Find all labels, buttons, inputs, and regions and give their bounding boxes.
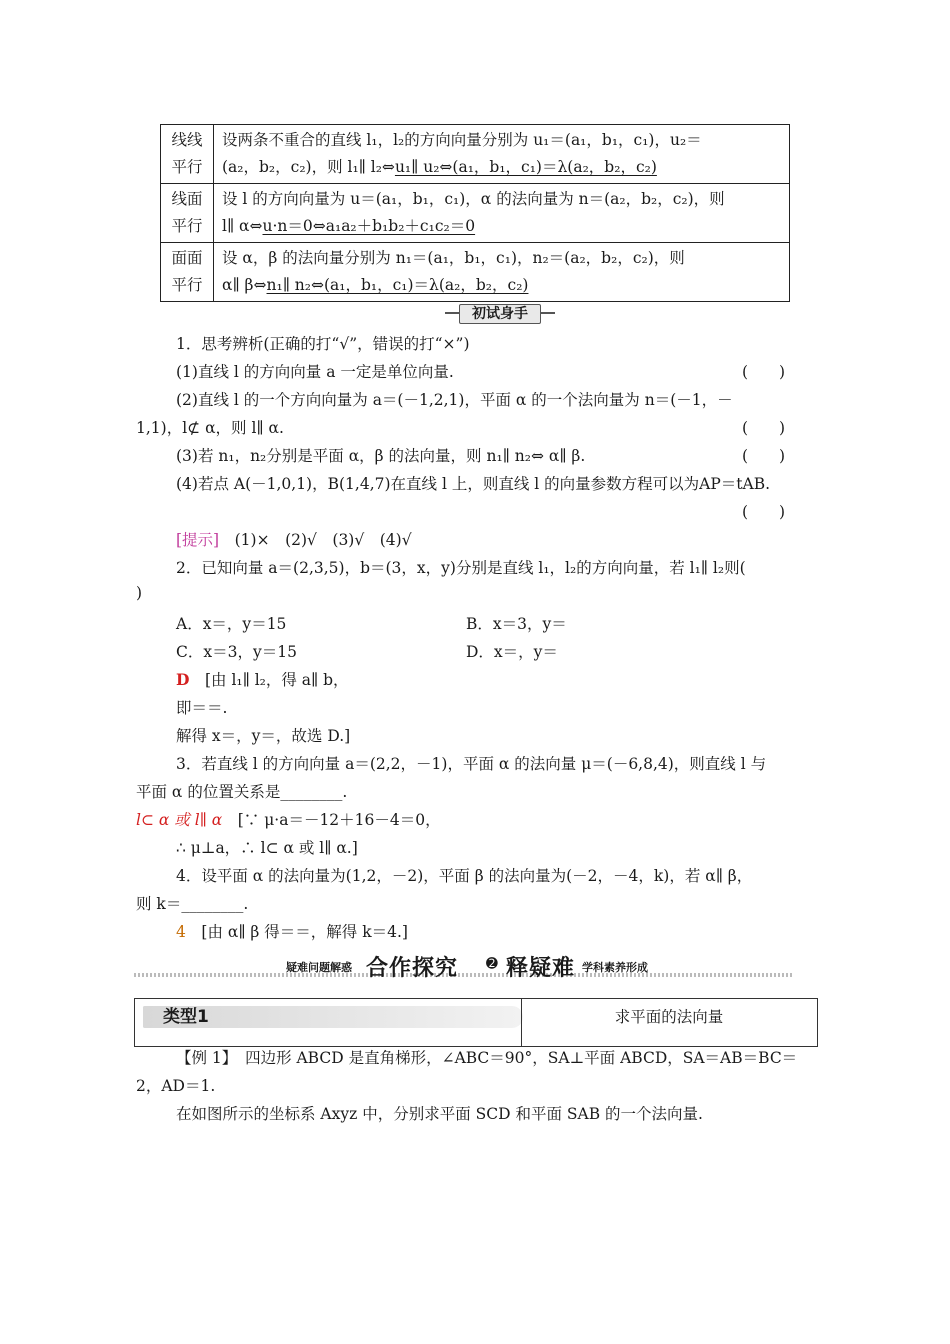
answer-paren: ( )	[742, 447, 786, 465]
table-row	[161, 184, 790, 243]
q1-item-2: (2)直线 l 的一个方向向量为 a＝(－1,2,1)，平面 α 的一个法向量为 n＝(－1，－	[176, 391, 733, 409]
hint-label: [提示]	[176, 531, 220, 549]
answer-paren: ( )	[742, 419, 786, 437]
q3-stem-cont: 平面 α 的位置关系是________.	[136, 783, 348, 801]
section-banner-cooperative	[134, 951, 792, 985]
q1-hint	[176, 528, 412, 550]
q4-solution: 4 [由 α∥ β 得＝＝，解得 k＝4.]	[176, 923, 408, 941]
example1-line3: 在如图所示的坐标系 Axyz 中，分别求平面 SCD 和平面 SAB 的一个法向量.	[176, 1105, 703, 1123]
answer-paren: ( )	[742, 363, 786, 381]
q2-option-a: A．x＝，y＝15	[176, 615, 287, 633]
row-content: 设 α，β 的法向量分别为 n₁＝(a₁，b₁，c₁)，n₂＝(a₂，b₂，c₂)，则 α∥ β⇔n₁∥ n₂⇔(a₁，b₁，c₁)＝λ(a₂，b₂，c₂)	[214, 243, 790, 302]
q3-solution-2: ∴ μ⊥a，∴ l⊂ α 或 l∥ α.]	[176, 839, 358, 857]
example1-line2: 2，AD＝1.	[136, 1077, 216, 1095]
q1-item-2-cont: 1,1)，l⊄ α，则 l∥ α.	[136, 419, 284, 437]
row-heading: 线面 平行	[161, 184, 214, 243]
q2-stem: 2．已知向量 a＝(2,3,5)，b＝(3，x，y)分别是直线 l₁，l₂的方向向量，若 l₁∥ l₂则(	[176, 559, 746, 577]
example1-line1: 【例 1】 四边形 ABCD 是直角梯形，∠ABC＝90°，SA⊥平面 ABCD，SA＝AB＝BC＝	[176, 1049, 798, 1067]
type-heading-box	[134, 998, 818, 1047]
banner-title-1: 合作探究	[366, 956, 459, 981]
q1-item-4: (4)若点 A(－1,0,1)，B(1,4,7)在直线 l 上，则直线 l 的向量参数方程可以为AP＝tAB.	[176, 475, 771, 493]
answer-paren: ( )	[742, 503, 786, 521]
q3-answer: l⊂ α 或 l∥ α	[136, 811, 223, 829]
banner-right-text: 学科素养形成	[582, 961, 648, 974]
arrow-icon: ➋	[486, 956, 499, 972]
table-row	[161, 243, 790, 302]
q1-item-1: (1)直线 l 的方向向量 a 一定是单位向量.	[176, 363, 454, 381]
q4-stem-cont: 则 k＝________.	[136, 895, 249, 913]
q3-stem: 3．若直线 l 的方向向量 a＝(2,2，－1)，平面 α 的法向量 μ＝(－6,8,4)，则直线 l 与	[176, 755, 767, 773]
q2-solution-3: 解得 x＝，y＝，故选 D.]	[176, 727, 351, 745]
q2-option-b: B．x＝3，y＝	[466, 615, 567, 633]
q2-option-c: C．x＝3，y＝15	[176, 643, 297, 661]
q3-solution: l⊂ α 或 l∥ α [∵ μ·a＝－12＋16－4＝0，	[136, 811, 441, 829]
q2-stem-cont: )	[136, 584, 143, 602]
row-heading: 面面 平行	[161, 243, 214, 302]
section-banner-trial	[445, 304, 555, 322]
banner-title-2: 释疑难	[506, 956, 576, 981]
row-content: 设 l 的方向向量为 u＝(a₁，b₁，c₁)，α 的法向量为 n＝(a₂，b₂，c₂)，则 l∥ α⇔u·n＝0⇔a₁a₂＋b₁b₂＋c₁c₂＝0	[214, 184, 790, 243]
section-title: 初试身手	[459, 304, 541, 324]
q2-answer: D	[176, 670, 190, 689]
hint-answers: (1)× (2)√ (3)√ (4)√	[234, 531, 412, 549]
q4-answer: 4	[176, 923, 186, 941]
example-tag: 【例 1】	[176, 1049, 230, 1067]
q2-option-d: D．x＝，y＝	[466, 643, 558, 661]
q1-stem: 1．思考辨析(正确的打“√”，错误的打“×”)	[176, 335, 470, 353]
banner-left-text: 疑难问题解惑	[286, 961, 352, 974]
parallel-relations-table	[160, 124, 790, 302]
row-content: 设两条不重合的直线 l₁，l₂的方向向量分别为 u₁＝(a₁，b₁，c₁)，u₂＝ (a₂，b₂，c₂)，则 l₁∥ l₂⇔u₁∥ u₂⇔(a₁，b₁，c₁)＝λ(a₂，b₂，c₂)	[214, 125, 790, 184]
q1-item-3: (3)若 n₁，n₂分别是平面 α，β 的法向量，则 n₁∥ n₂⇔ α∥ β.	[176, 447, 586, 465]
q4-stem: 4．设平面 α 的法向量为(1,2，－2)，平面 β 的法向量为(－2，－4，k)，若 α∥ β，	[176, 867, 753, 885]
q2-solution: D [由 l₁∥ l₂，得 a∥ b，	[176, 670, 349, 689]
type-label: 类型1	[143, 1006, 523, 1028]
table-row	[161, 125, 790, 184]
row-heading: 线线 平行	[161, 125, 214, 184]
type-title: 求平面的法向量	[614, 1008, 724, 1026]
q2-solution-2: 即＝＝.	[176, 699, 228, 717]
